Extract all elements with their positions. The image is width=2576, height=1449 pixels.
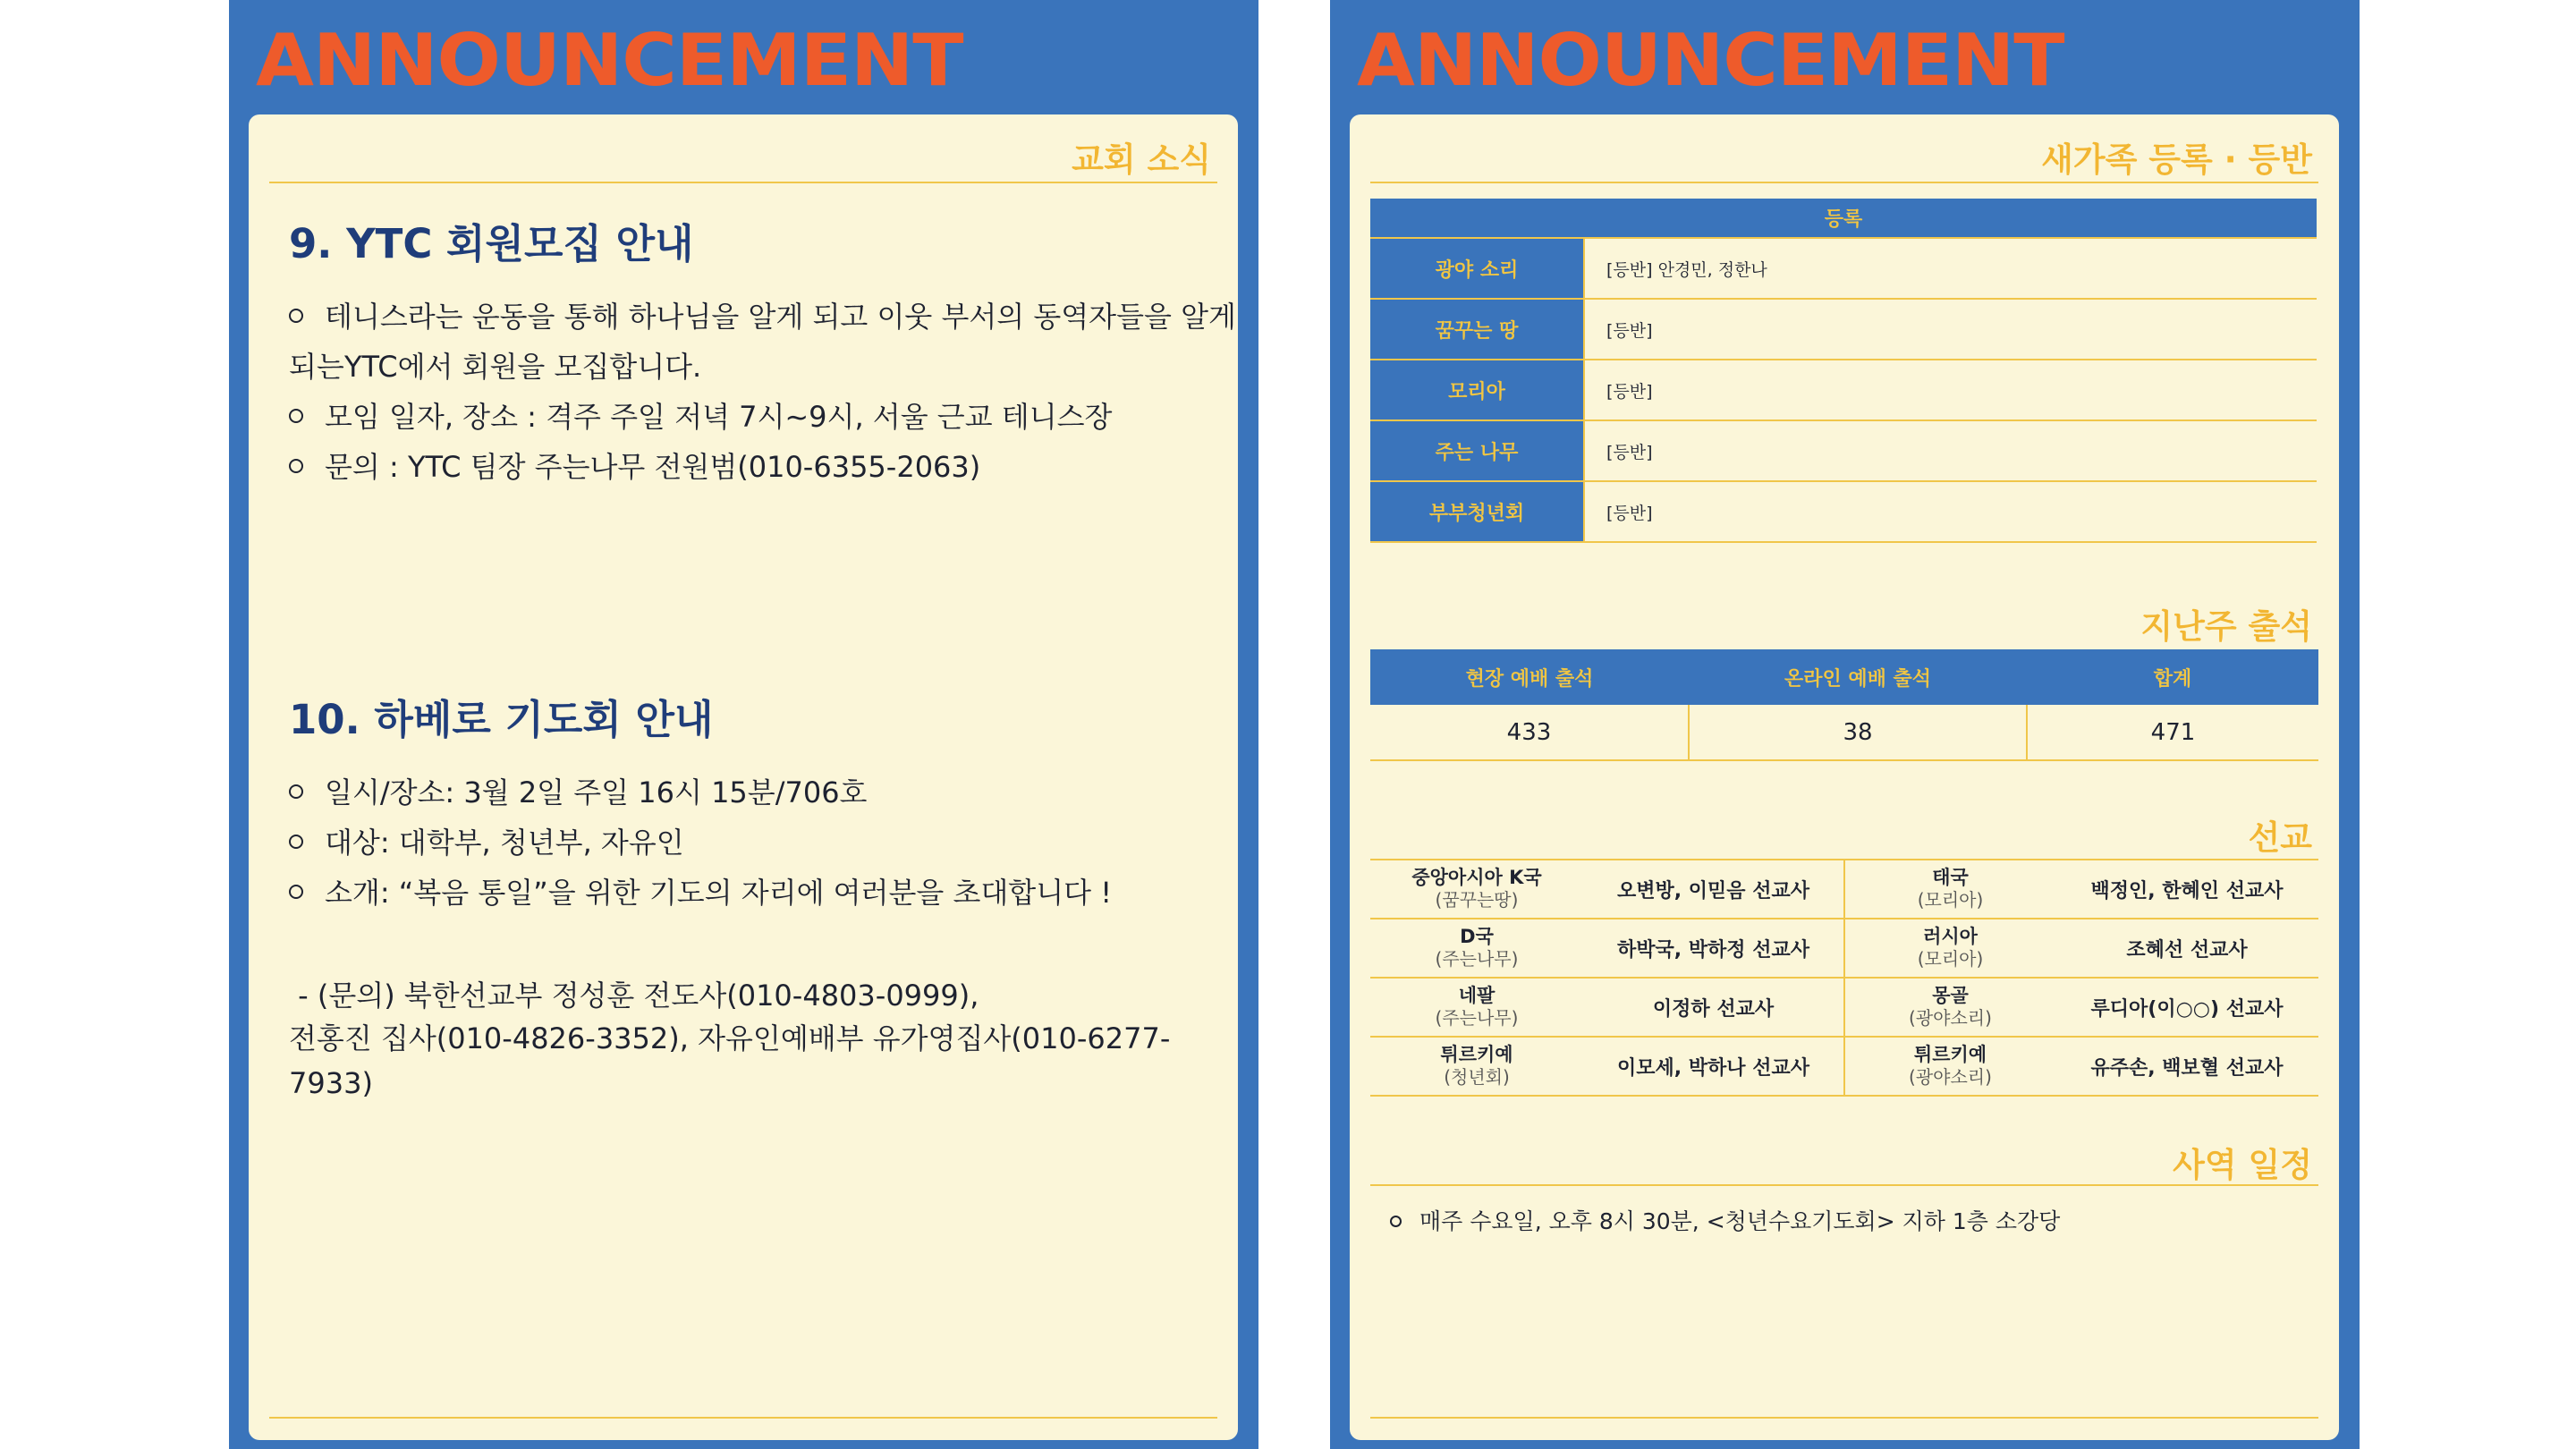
bottom-divider [1370, 1417, 2318, 1419]
bullet-circle-icon [289, 409, 303, 423]
bullet-circle-icon [289, 835, 303, 849]
table-row: 광야 소리 [등반] 안경민, 정한나 [1370, 238, 2317, 299]
banner-title: ANNOUNCEMENT [256, 19, 963, 102]
right-page [1330, 0, 2360, 1449]
attendance-value: 433 [1370, 705, 1689, 760]
divider [1370, 182, 2318, 183]
divider [269, 182, 1217, 183]
mission-table [1370, 859, 2318, 1097]
bullet-circle-icon [289, 459, 303, 473]
table-row: 중앙아시아 K국 (꿈꾸는땅) 오변방, 이믿음 선교사 태국 (모리아) 백정인, 한혜인 선교사 [1370, 860, 2318, 919]
item9-bullet: 테니스라는 운동을 통해 하나님을 알게 되고 이웃 부서의 동역자들을 알게 되는 [289, 300, 1236, 384]
divider [1370, 1184, 2318, 1186]
table-row: 튀르키예 (청년회) 이모세, 박하나 선교사 튀르키예 (광야소리) 유주손, 백보혈 선교사 [1370, 1037, 2318, 1096]
schedule-title: 사역 일정 [2173, 1146, 2312, 1184]
table-row: 부부청년회 [등반] [1370, 481, 2317, 542]
item9-bullet: 문의 : YTC 팀장 주는나무 전원범(010-6355-2063) [289, 442, 980, 492]
item9-bullet-cont: YTC에서 회원을 모집합니다. [344, 350, 702, 384]
announcement-card [1350, 114, 2339, 1440]
item10-bullet: 대상: 대학부, 청년부, 자유인 [289, 818, 684, 868]
section-title: 교회 소식 [1072, 140, 1211, 179]
attendance-title: 지난주 출석 [2140, 607, 2312, 646]
table-row: 꿈꾸는 땅 [등반] [1370, 299, 2317, 360]
contact-line: 전홍진 집사(010-4826-3352), 자유인예배부 유가영집사(010-6277-7933) [289, 1021, 1171, 1100]
contact-line: - (문의) 북한선교부 정성훈 전도사(010-4803-0999), [289, 979, 979, 1013]
bullet-circle-icon [289, 309, 303, 323]
attendance-value: 471 [2027, 705, 2318, 760]
attendance-header: 온라인 예배 출석 [1689, 649, 2027, 705]
table-row: 주는 나무 [등반] [1370, 420, 2317, 481]
left-page [229, 0, 1258, 1449]
attendance-header: 현장 예배 출석 [1370, 649, 1689, 705]
item9-bullet: 모임 일자, 장소 : 격주 주일 저녁 7시~9시, 서울 근교 테니스장 [289, 392, 1112, 442]
attendance-table [1370, 649, 2318, 761]
registration-header: 등록 [1370, 199, 2317, 238]
banner-title: ANNOUNCEMENT [1357, 19, 2064, 102]
mission-title: 선교 [2248, 818, 2312, 857]
table-row: 모리아 [등반] [1370, 360, 2317, 420]
schedule-item: 매주 수요일, 오후 8시 30분, <청년수요기도회> 지하 1층 소강당 [1390, 1204, 2060, 1236]
attendance-value: 38 [1689, 705, 2027, 760]
bullet-circle-icon [289, 885, 303, 899]
table-row [1370, 705, 2318, 760]
item10-title: 10. 하베로 기도회 안내 [289, 696, 714, 743]
table-row: 네팔 (주는나무) 이정하 선교사 몽골 (광야소리) 루디아(이○○) 선교사 [1370, 978, 2318, 1037]
item10-bullet: 일시/장소: 3월 2일 주일 16시 15분/706호 [289, 767, 867, 818]
attendance-header: 합계 [2027, 649, 2318, 705]
item10-bullet: 소개: “복음 통일”을 위한 기도의 자리에 여러분을 초대합니다 ! [289, 868, 1112, 918]
bottom-divider [269, 1417, 1217, 1419]
table-row: D국 (주는나무) 하박국, 박하정 선교사 러시아 (모리아) 조혜선 선교사 [1370, 919, 2318, 978]
announcement-card [249, 114, 1238, 1440]
item9-title: 9. YTC 회원모집 안내 [289, 220, 694, 267]
bullet-circle-icon [289, 784, 303, 799]
bullet-circle-icon [1390, 1216, 1402, 1227]
registration-title: 새가족 등록 · 등반 [2041, 140, 2312, 179]
registration-table [1370, 199, 2317, 543]
